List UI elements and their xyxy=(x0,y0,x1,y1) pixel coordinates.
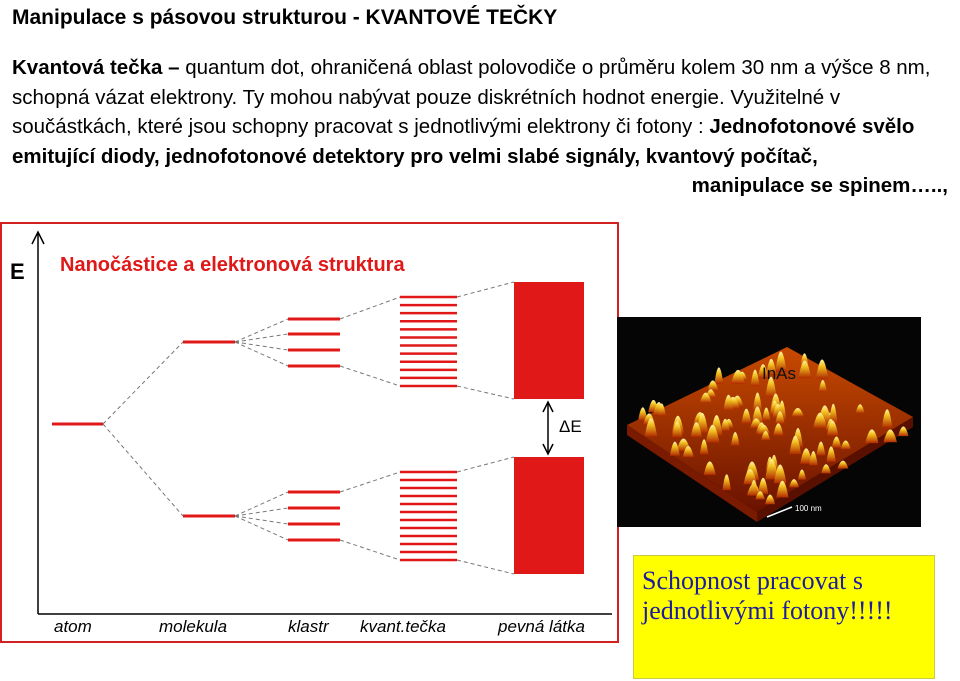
bulk-conduction-band xyxy=(514,282,584,399)
applications-end: manipulace se spinem….., xyxy=(691,174,948,197)
label-bulk-solid: pevná látka xyxy=(498,617,585,636)
afm-peak xyxy=(816,359,828,378)
quantum-dot-levels-lower xyxy=(400,472,457,560)
callout-box xyxy=(633,555,935,679)
label-cluster: klastr xyxy=(288,617,329,636)
label-molecule: molekula xyxy=(159,617,228,636)
term-quantum-dot: Kvantová tečka – xyxy=(12,56,180,79)
slide-title: Manipulace s pásovou strukturou - KVANTOVÉ TEČKY xyxy=(12,6,558,29)
callout-text: Schopnost pracovat s jednotlivými fotony!!!!! xyxy=(642,566,893,625)
applications-text: Jednofotonové svělo emitující diody, jednofotonové detektory pro velmi slabé signály, kvantový počítač, xyxy=(12,115,915,168)
energy-diagram-svg xyxy=(2,224,617,641)
cluster-levels xyxy=(288,319,340,540)
energy-diagram xyxy=(0,222,619,643)
intro-paragraph xyxy=(12,53,952,201)
label-atom: atom xyxy=(54,617,92,636)
energy-axis-label: E xyxy=(10,259,25,284)
gap-label: ΔE xyxy=(559,417,582,436)
definition-text: quantum dot, ohraničená oblast polovodiče o průměru kolem 30 nm a výšce 8 nm, schopná vázat elektrony. Ty mohou nabývat pouze diskrétních hodnot energie. Využitelné v součástkách, které jsou schopny pracovat s jednotlivými elektrony či fotony : xyxy=(12,56,931,138)
afm-surface xyxy=(617,317,921,527)
afm-image xyxy=(617,317,921,527)
bulk-valence-band xyxy=(514,457,584,574)
connector-lines xyxy=(103,282,514,574)
label-quantum-dot: kvant.tečka xyxy=(360,617,446,636)
afm-material-label: InAs xyxy=(762,364,797,383)
afm-peak xyxy=(714,367,723,383)
diagram-title: Nanočástice a elektronová struktura xyxy=(60,254,405,276)
scale-bar-label: 100 nm xyxy=(795,504,822,513)
quantum-dot-levels-upper xyxy=(400,297,457,386)
